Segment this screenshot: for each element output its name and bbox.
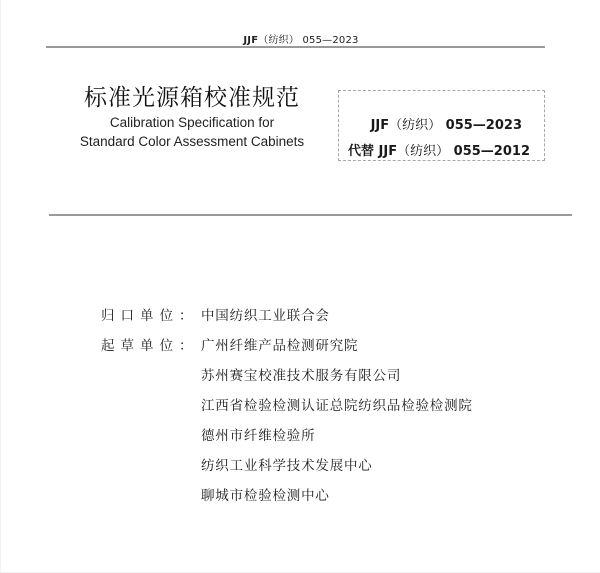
current-code-category: （纺织） (389, 118, 442, 133)
drafting-unit-row (101, 397, 561, 427)
responsible-unit-row (101, 307, 561, 337)
drafting-unit: 广州纤维产品检测研究院 (201, 338, 359, 354)
drafting-unit-row (101, 487, 561, 517)
header-rule (46, 46, 545, 48)
drafting-unit: 德州市纤维检验所 (201, 428, 316, 444)
replaces-label: 代替 JJF (348, 144, 398, 159)
running-header (1, 31, 600, 46)
drafting-unit: 江西省检验检测认证总院纺织品检验检测院 (201, 398, 473, 414)
drafting-unit-row (101, 367, 561, 397)
responsible-unit: 中国纺织工业联合会 (201, 308, 330, 324)
title-english-line1: Calibration Specification for (109, 115, 275, 130)
drafting-unit-row (101, 337, 561, 367)
current-code-prefix: JJF (370, 118, 390, 133)
header-number: 055—2023 (302, 35, 359, 46)
section-divider (49, 214, 572, 216)
responsible-label: 归口单位： (101, 308, 199, 324)
spec-code-box (338, 90, 545, 161)
replaced-spec-code (348, 140, 530, 159)
organizations-list (101, 307, 561, 517)
header-category: （纺织） (258, 35, 300, 46)
title-english-line2: Standard Color Assessment Cabinets (79, 134, 305, 149)
replaces-category: （纺织） (397, 144, 450, 159)
drafting-unit-row (101, 427, 561, 457)
drafting-unit-row (101, 457, 561, 487)
header-code-prefix: JJF (243, 35, 259, 46)
drafting-unit: 聊城市检验检测中心 (201, 488, 330, 504)
title-block (63, 83, 321, 151)
replaces-number: 055—2012 (453, 144, 530, 159)
current-spec-code (371, 114, 522, 133)
title-chinese: 标准光源箱校准规范 (84, 85, 300, 111)
drafting-unit: 苏州赛宝校准技术服务有限公司 (201, 368, 402, 384)
current-code-number: 055—2023 (445, 118, 522, 133)
drafting-label: 起草单位： (101, 338, 199, 354)
drafting-unit: 纺织工业科学技术发展中心 (201, 458, 373, 474)
